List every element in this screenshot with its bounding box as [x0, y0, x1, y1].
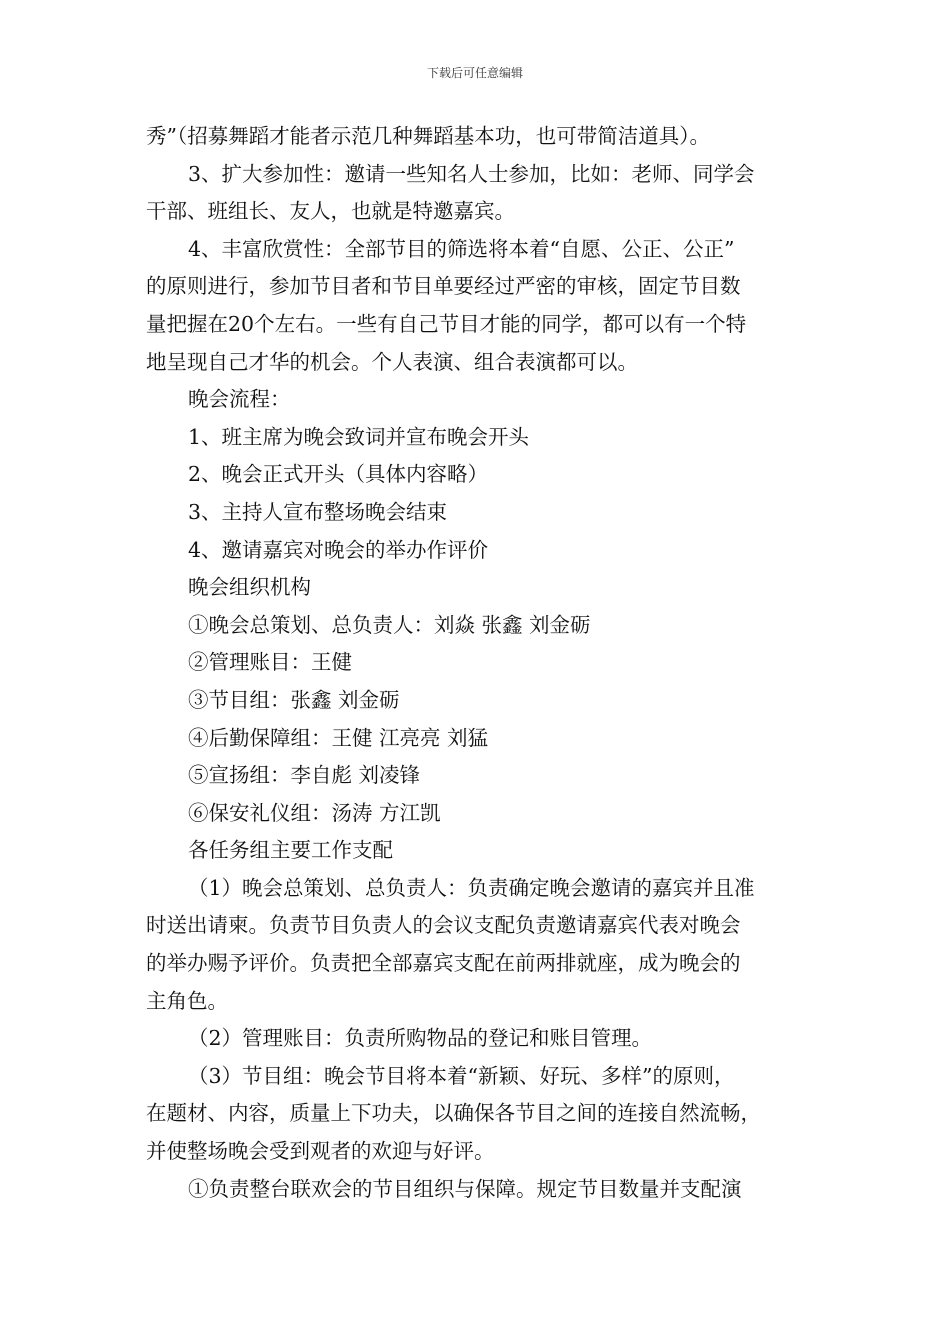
text-line: 4、邀请嘉宾对晚会的举办作评价: [188, 537, 489, 562]
text-line: 量把握在20个左右。一些有自己节目才能的同学，都可以有一个特: [146, 311, 747, 336]
text-line: （3）节目组：晚会节目将本着“新颖、好玩、多样”的原则，: [188, 1063, 735, 1088]
text-line: 的举办赐予评价。负责把全部嘉宾支配在前两排就座，成为晚会的: [146, 951, 741, 976]
text-line: 地呈现自己才华的机会。个人表演、组合表演都可以。: [146, 349, 638, 374]
text-line: 1、班主席为晚会致词并宣布晚会开头: [188, 424, 530, 449]
text-line: ②管理账目：王健: [188, 650, 352, 675]
text-line: （1）晚会总策划、总负责人：负责确定晚会邀请的嘉宾并且准: [188, 875, 755, 900]
text-line: 2、晚会正式开头（具体内容略）: [188, 462, 489, 487]
text-line: 晚会流程：: [188, 387, 291, 412]
text-line: ⑥保安礼仪组：汤涛 方江凯: [188, 800, 441, 825]
text-line: 秀”（招募舞蹈才能者示范几种舞蹈基本功，也可带简洁道具）。: [146, 124, 710, 148]
text-line: 的原则进行，参加节目者和节目单要经过严密的审核，固定节目数: [146, 274, 741, 299]
text-line: 各任务组主要工作支配: [188, 838, 393, 863]
text-line: ⑤宣扬组：李自彪 刘凌锋: [188, 763, 421, 788]
text-line: 3、扩大参加性：邀请一些知名人士参加，比如：老师、同学会: [188, 161, 755, 186]
text-line: 时送出请柬。负责节目负责人的会议支配负责邀请嘉宾代表对晚会: [146, 913, 741, 938]
text-line: ①晚会总策划、总负责人：刘焱 张鑫 刘金砺: [188, 612, 591, 637]
text-line: 3、主持人宣布整场晚会结束: [188, 499, 448, 524]
text-line: ①负责整台联欢会的节目组织与保障。规定节目数量并支配演: [188, 1176, 742, 1201]
text-line: ③节目组：张鑫 刘金砺: [188, 687, 400, 712]
text-line: 主角色。: [146, 988, 228, 1013]
text-line: 晚会组织机构: [188, 575, 311, 600]
page-header: 下载后可任意编辑: [426, 66, 523, 80]
text-line: 4、丰富欣赏性：全部节目的筛选将本着“自愿、公正、公正”: [188, 236, 735, 261]
text-line: ④后勤保障组：王健 江亮亮 刘猛: [188, 725, 489, 750]
text-line: 并使整场晚会受到观者的欢迎与好评。: [146, 1139, 495, 1164]
text-line: 在题材、内容，质量上下功夫，以确保各节目之间的连接自然流畅，: [146, 1101, 761, 1126]
text-line: （2）管理账目：负责所购物品的登记和账目管理。: [188, 1026, 653, 1051]
text-line: 干部、班组长、友人，也就是特邀嘉宾。: [146, 199, 515, 224]
document-body: [146, 118, 812, 1208]
